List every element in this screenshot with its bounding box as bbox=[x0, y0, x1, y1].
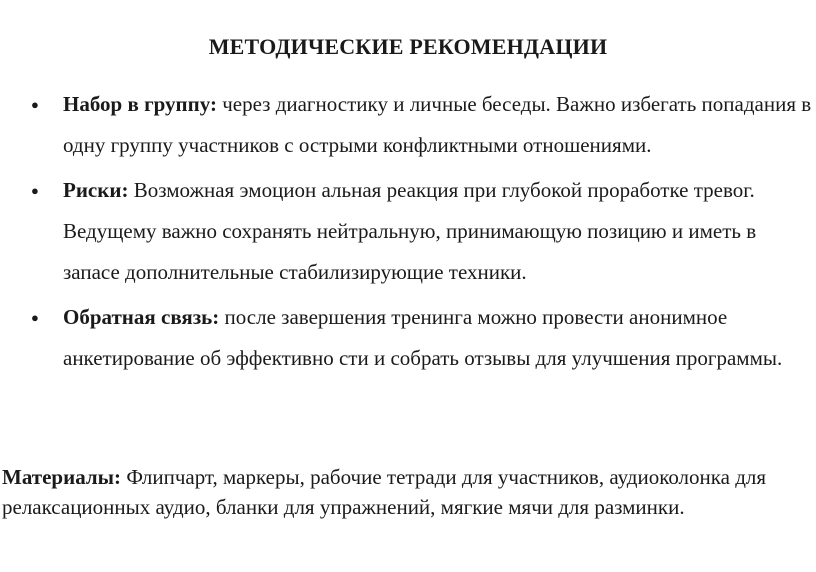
item-text: через диагностику и личные беседы. Важно избегать попадания в одну группу участников с острыми конфликтными отношениями. bbox=[63, 92, 812, 157]
list-item-risks bbox=[0, 170, 816, 293]
item-label: Обратная связь: bbox=[63, 305, 220, 329]
bullet-icon: ● bbox=[31, 310, 39, 325]
item-text: Возможная эмоцион альная реакция при глубокой проработке тревог. Ведущему важно сохранять нейтральную, принимающую позицию и иметь в запасе дополнительные стабилизирующие техники. bbox=[63, 178, 757, 284]
list-item-group-selection bbox=[0, 84, 816, 166]
item-label: Набор в группу: bbox=[63, 92, 217, 116]
page-title: МЕТОДИЧЕСКИЕ РЕКОМЕНДАЦИИ bbox=[208, 34, 608, 59]
bullet-icon: ● bbox=[31, 183, 39, 198]
materials-text: Флипчарт, маркеры, рабочие тетради для участников, аудиоколонка для релаксационных аудио, бланки для упражнений, мягкие мячи для разминки. bbox=[2, 465, 767, 519]
item-text: после завершения тренинга можно провести анонимное анкетирование об эффективно сти и собрать отзывы для улучшения программы. bbox=[63, 305, 783, 370]
recommendations-list bbox=[0, 84, 816, 383]
materials-paragraph bbox=[2, 462, 812, 522]
item-label: Риски: bbox=[63, 178, 129, 202]
list-item-feedback bbox=[0, 297, 816, 379]
bullet-icon: ● bbox=[31, 97, 39, 112]
materials-label: Материалы: bbox=[2, 465, 122, 489]
